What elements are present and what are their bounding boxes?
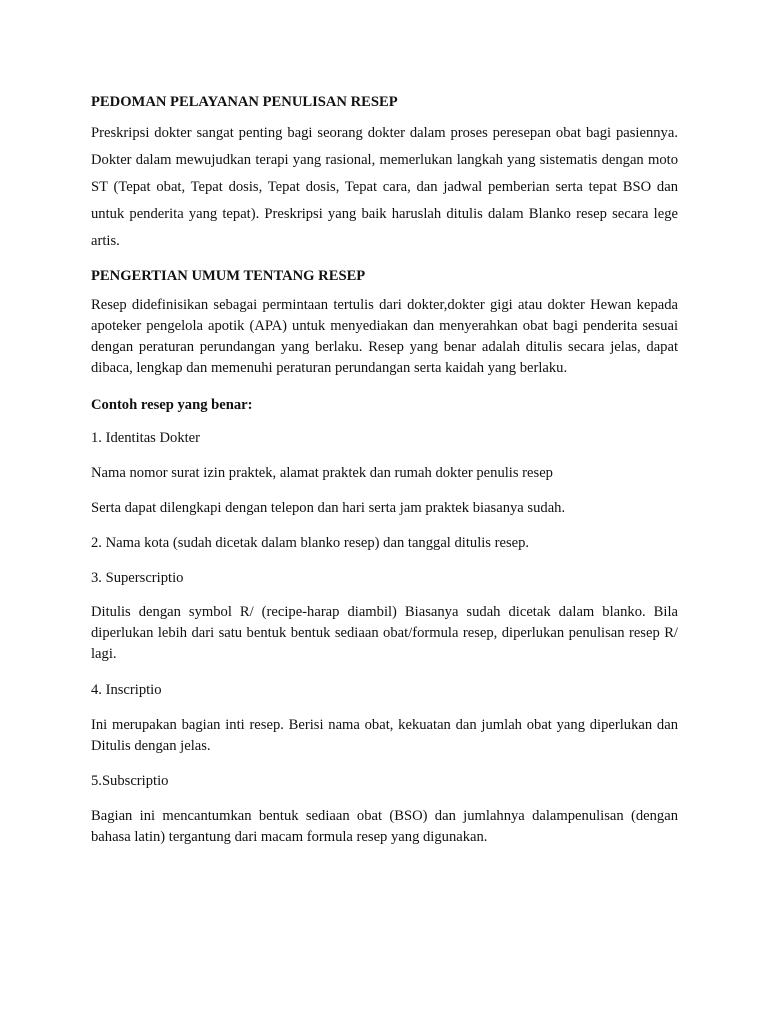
item3-title: 3. Superscriptio xyxy=(91,570,184,586)
item5-text: Bagian ini mencantumkan bentuk sediaan obat (BSO) dan jumlahnya dalampenulisan (dengan bahasa latin) tergantung dari macam formula resep yang digunakan. xyxy=(91,808,678,845)
item1-line1: Nama nomor surat izin praktek, alamat praktek dan rumah dokter penulis resep xyxy=(91,465,553,481)
item4-title: 4. Inscriptio xyxy=(91,682,162,698)
paragraph-resep-definisi: Resep didefinisikan sebagai permintaan tertulis dari dokter,dokter gigi atau dokter Hewan kepada apoteker pengelola apotik (APA) untuk menyediakan dan menyerahkan obat bagi penderita sesuai dengan peraturan perundangan yang berlaku. Resep yang benar adalah ditulis secara jelas, dapat dibaca, lengkap dan memenuhi peraturan perundangan serta kaidah yang berlaku. xyxy=(91,297,678,376)
paragraph-preskripsi: Preskripsi dokter sangat penting bagi seorang dokter dalam proses peresepan obat bagi pasiennya. Dokter dalam mewujudkan terapi yang rasional, memerlukan langkah yang sistematis dengan moto ST (Tepat obat, Tepat dosis, Tepat dosis, Tepat cara, dan jadwal pemberian serta tepat BSO dan untuk penderita yang tepat). Preskripsi yang baik haruslah ditulis dalam Blanko resep secara lege artis. xyxy=(91,125,678,249)
item2-title: 2. Nama kota (sudah dicetak dalam blanko resep) dan tanggal ditulis resep. xyxy=(91,535,530,551)
item5-title: 5.Subscriptio xyxy=(91,773,169,789)
item1-line2: Serta dapat dilengkapi dengan telepon dan hari serta jam praktek biasanya sudah. xyxy=(91,500,566,516)
document-page xyxy=(91,93,678,848)
section-title-pengertian: PENGERTIAN UMUM TENTANG RESEP xyxy=(91,268,366,284)
section-title-pedoman: PEDOMAN PELAYANAN PENULISAN RESEP xyxy=(91,94,398,110)
item3-text: Ditulis dengan symbol R/ (recipe-harap diambil) Biasanya sudah dicetak dalam blanko. Bila diperlukan lebih dari satu bentuk bentuk sediaan obat/formula resep, diperlukan penulisan resep R/ lagi. xyxy=(91,604,678,662)
example-heading: Contoh resep yang benar: xyxy=(91,397,253,413)
item1-title: 1. Identitas Dokter xyxy=(91,430,201,446)
item4-text: Ini merupakan bagian inti resep. Berisi nama obat, kekuatan dan jumlah obat yang diperlukan dan Ditulis dengan jelas. xyxy=(91,717,678,754)
